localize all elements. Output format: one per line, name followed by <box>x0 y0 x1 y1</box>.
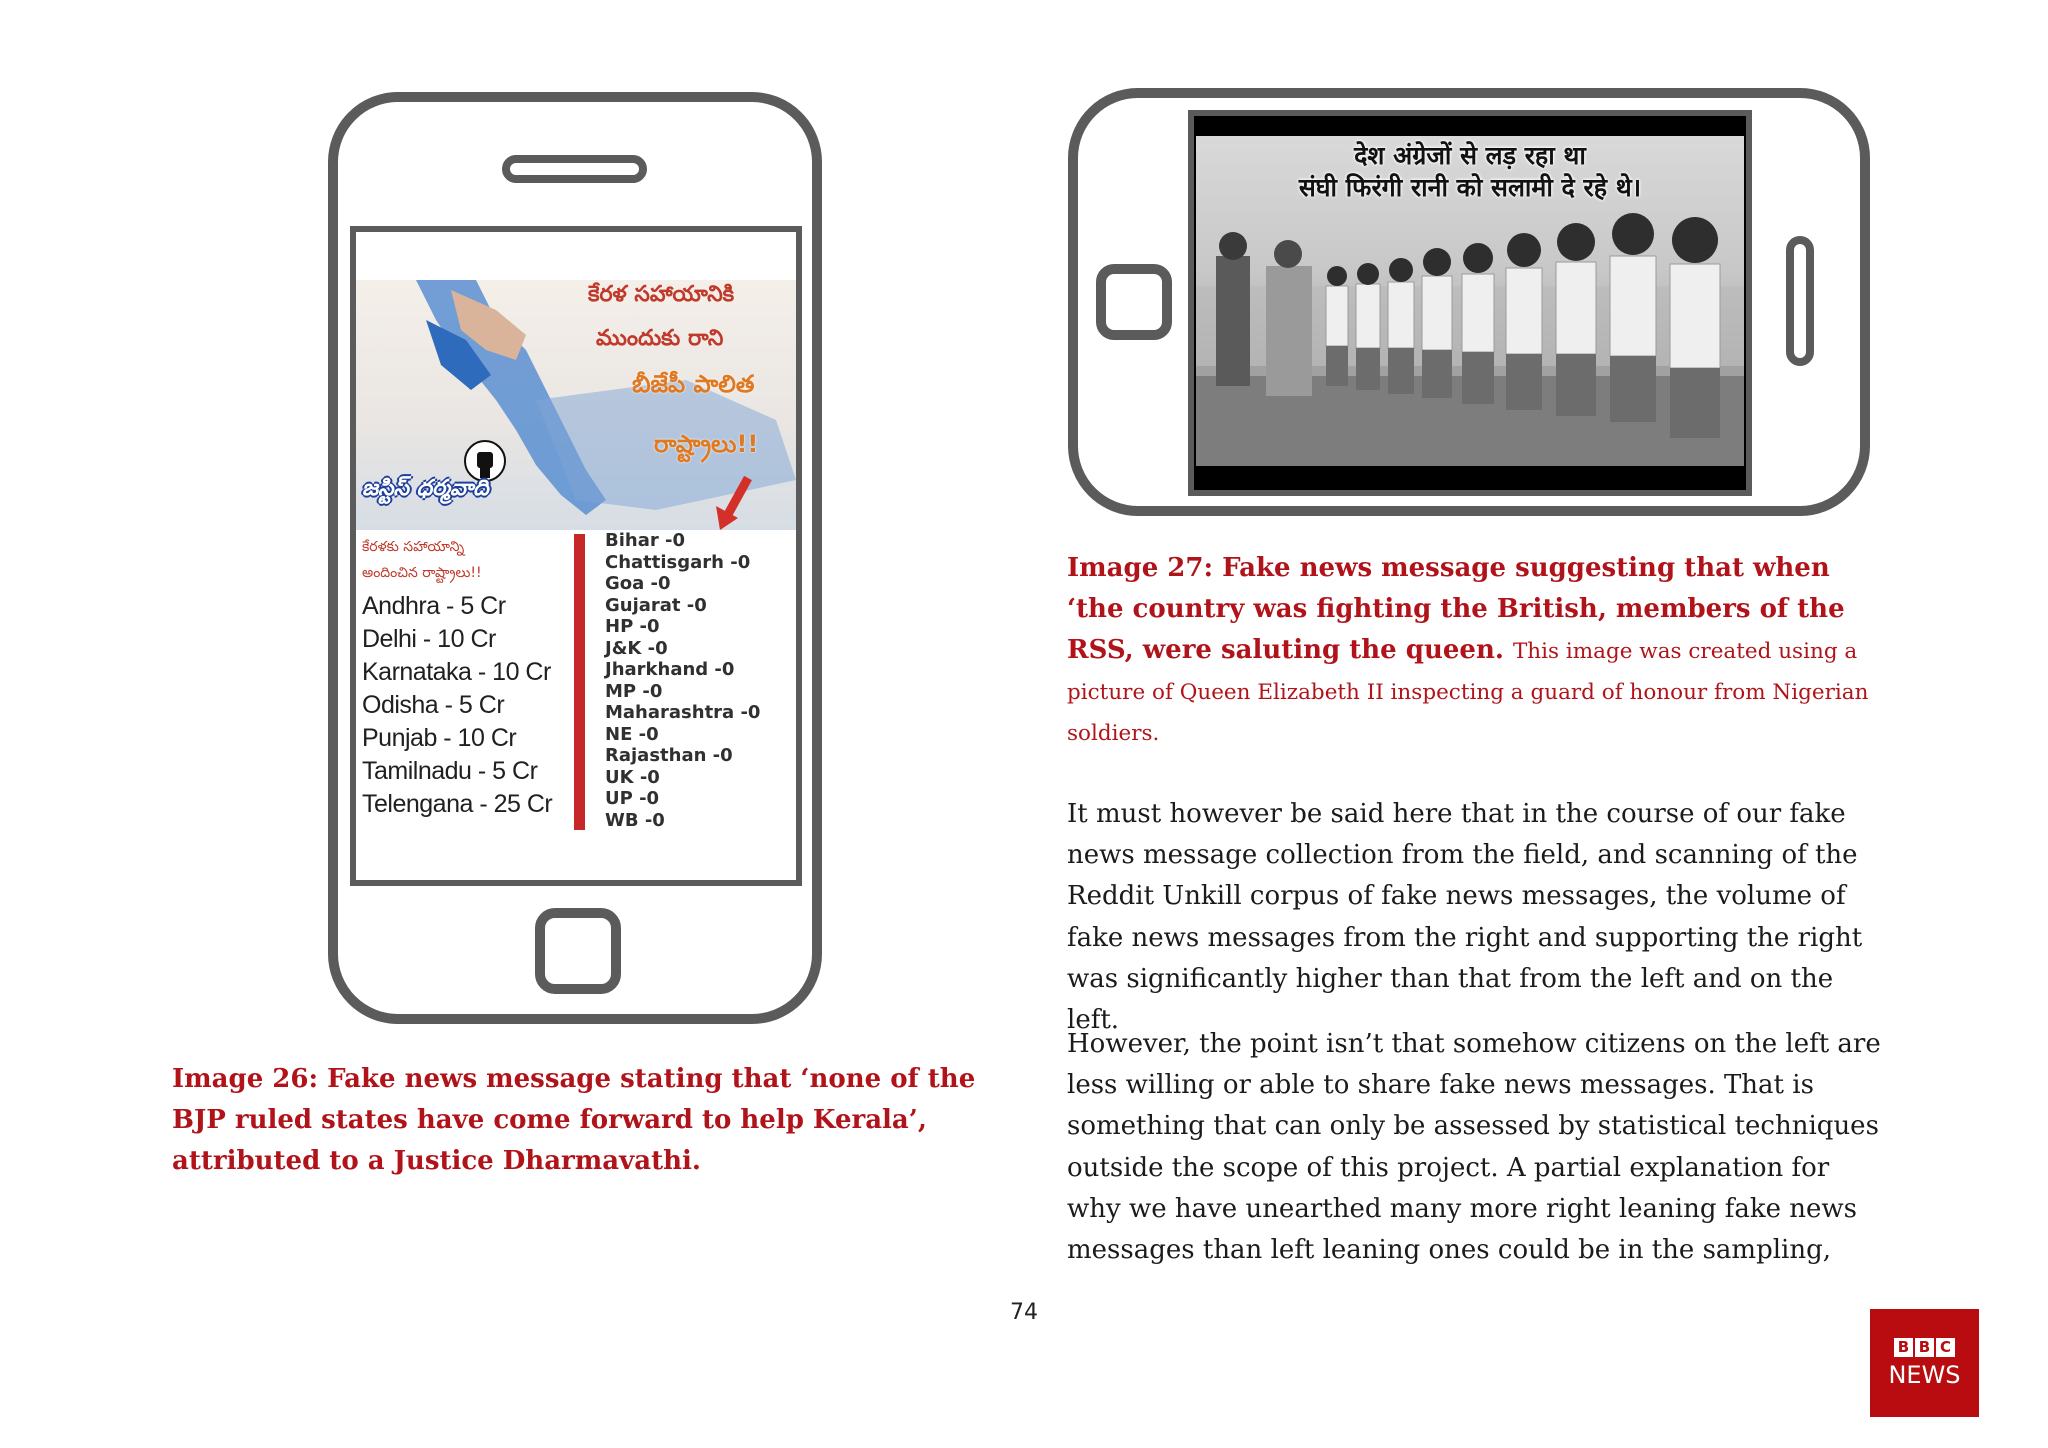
list-item: NE -0 <box>605 723 659 745</box>
list-item: WB -0 <box>605 809 665 831</box>
list-item: Karnataka - 10 Cr <box>362 658 551 686</box>
helped-heading-line2: అందించిన రాష్ట్రాలు!! <box>362 565 482 581</box>
phone-speaker-slot <box>502 155 647 183</box>
hindi-caption-line1: देश अंग्रेजों से लड़ रहा था <box>1354 141 1586 170</box>
list-item: UP -0 <box>605 788 660 809</box>
states-zero-list <box>605 530 760 831</box>
telugu-headline-line2: ముందుకు రాని <box>596 326 724 351</box>
hindi-caption-line2: संघी फिरंगी रानी को सलामी दे रहे थे। <box>1298 173 1642 202</box>
helped-heading-line1: కేరళకు సహాయాన్ని <box>362 539 465 555</box>
fake-news-image-kerala <box>356 280 796 530</box>
list-item: Tamilnadu - 5 Cr <box>362 757 538 785</box>
list-item: J&K -0 <box>605 637 668 659</box>
list-item: Rajasthan -0 <box>605 745 733 766</box>
list-item: Punjab - 10 Cr <box>362 724 517 752</box>
phone-speaker-slot <box>1786 236 1814 366</box>
caption-image-27: Image 27: Fake news message suggesting that when ‘the country was fighting the British, members of the RSS, were saluting the queen. This image was created using a picture of Queen Elizabeth II inspecting a guard of honour from Nigerian soldiers. <box>1067 553 1869 746</box>
page-number: 74 <box>1010 1300 1038 1325</box>
list-item: Goa -0 <box>605 573 671 594</box>
logo-letter: B <box>1915 1338 1934 1357</box>
bbc-news-logo <box>1870 1309 1979 1417</box>
logo-letter: B <box>1894 1338 1913 1357</box>
caption-image-26: Image 26: Fake news message stating that ‘none of the BJP ruled states have come forward to help Kerala’, attributed to a Justice Dharmavathi. <box>172 1064 976 1176</box>
red-divider <box>574 534 585 830</box>
red-arrow-icon <box>714 474 754 530</box>
list-item: MP -0 <box>605 680 663 702</box>
list-item: Odisha - 5 Cr <box>362 691 505 719</box>
list-item: Chattisgarh -0 <box>605 551 751 573</box>
fake-news-photo-queen <box>1196 136 1744 466</box>
brand-watermark: జస్టిస్ ధర్మవాది <box>362 476 489 501</box>
list-item: HP -0 <box>605 616 660 637</box>
telugu-headline-line1: కేరళ సహాయానికి <box>588 282 735 307</box>
telugu-headline-line3: బీజేపీ పాలిత <box>632 370 755 398</box>
phone-home-button <box>1096 264 1172 340</box>
logo-letter: C <box>1936 1338 1955 1357</box>
list-item: Gujarat -0 <box>605 594 707 616</box>
caption-27-bold: Image 27: Fake news message suggesting that when ‘the country was fighting the British, members of the RSS, were saluting the queen <box>1067 553 1845 665</box>
list-item: Jharkhand -0 <box>605 659 735 680</box>
states-helped-list <box>362 530 572 821</box>
body-paragraph-1: It must however be said here that in the course of our fake news message collection from the field, and scanning of the Reddit Unkill corpus of fake news messages, the volume of fake news messages from the right and supporting the right was significantly higher than that from the left and on the left. <box>1067 799 1863 1036</box>
phone-home-button <box>535 908 621 994</box>
logo-news-word: NEWS <box>1888 1361 1961 1389</box>
body-paragraph-2: However, the point isn’t that somehow citizens on the left are less willing or able to share fake news messages. That is something that can only be assessed by statistical techniques outside the scope of this project. A partial explanation for why we have unearthed many more right leaning fake news messages than left leaning ones could be in the sampling, <box>1067 1029 1881 1266</box>
list-item: Delhi - 10 Cr <box>362 625 496 653</box>
list-item: Maharashtra -0 <box>605 702 761 723</box>
caption-27-note: This image was created using a picture of Queen Elizabeth II inspecting a guard of honour from Nigerian soldiers. <box>1067 639 1869 746</box>
list-item: Bihar -0 <box>605 530 685 551</box>
list-item: Telengana - 25 Cr <box>362 790 553 818</box>
list-item: UK -0 <box>605 766 660 788</box>
list-item: Andhra - 5 Cr <box>362 592 506 620</box>
telugu-headline-line4: రాష్ట్రాలు!! <box>654 430 759 458</box>
bbc-blocks <box>1870 1337 1979 1357</box>
